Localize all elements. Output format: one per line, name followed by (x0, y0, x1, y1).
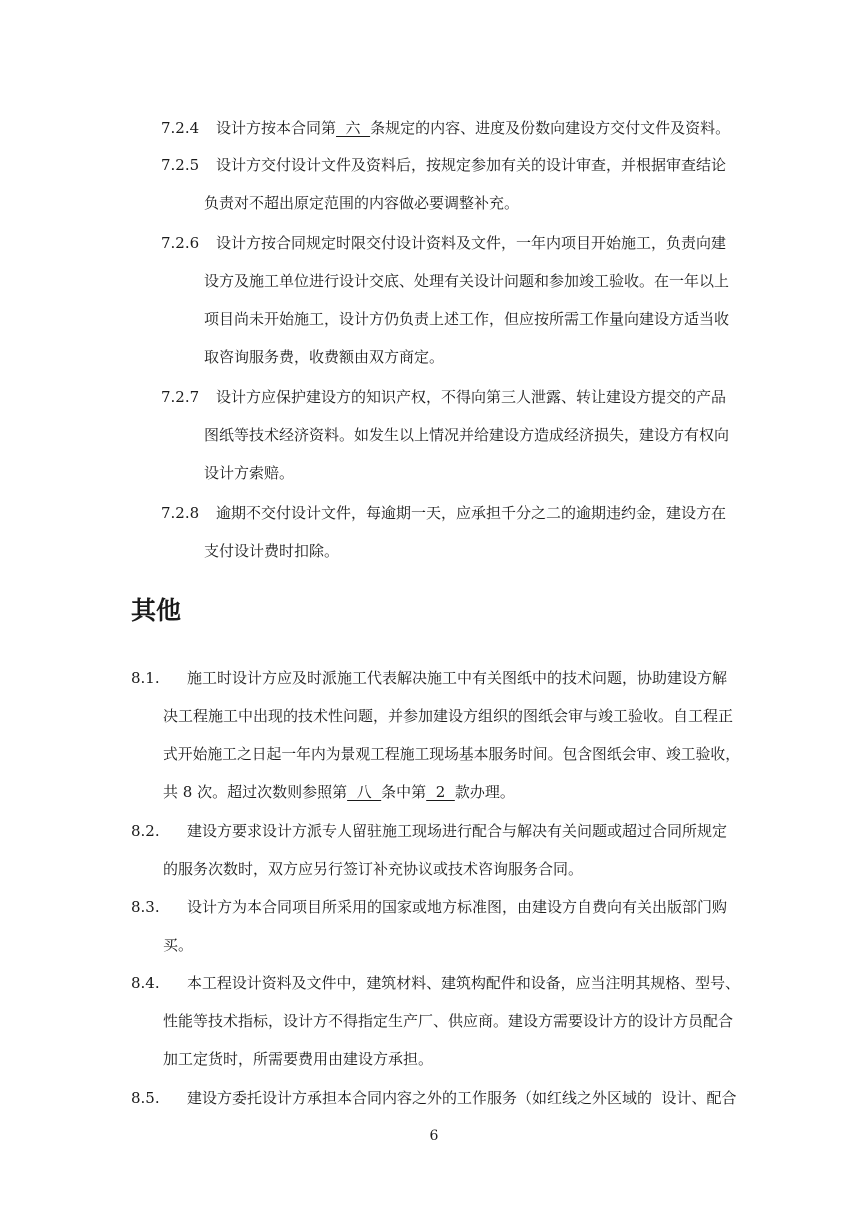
section-heading: 其他 (131, 596, 182, 625)
page-number: 6 (429, 1128, 439, 1144)
clause-line: 施工时设计方应及时派施工代表解决施工中有关图纸中的技术问题，协助建设方解 (187, 669, 728, 687)
clause-line: 的服务次数时，双方应另行签订补充协议或技术咨询服务合同。 (163, 860, 584, 878)
text-mid: 条中第 (381, 783, 427, 801)
clause-line (163, 773, 515, 811)
clause-line: 买。 (163, 936, 194, 954)
clause-number: 7.2.4 (161, 119, 200, 137)
clause-number: 7.2.7 (161, 388, 200, 406)
clause-number: 8.1. (131, 669, 160, 687)
clause-number: 8.2. (131, 822, 160, 840)
clause-line: 加工定货时，所需要费用由建设方承担。 (163, 1050, 434, 1068)
clause-line: 设计方应保护建设方的知识产权，不得向第三人泄露、转让建设方提交的产品 (216, 388, 727, 406)
clause-line: 支付设计费时扣除。 (204, 542, 340, 560)
clause-number: 7.2.8 (161, 504, 200, 522)
clause-line: 设计方交付设计文件及资料后，按规定参加有关的设计审查，并根据审查结论 (216, 156, 727, 174)
clause-number: 8.4. (131, 974, 160, 992)
clause-number: 8.3. (131, 898, 160, 916)
text-after: 条规定的内容、进度及份数向建设方交付文件及资料。 (370, 119, 731, 137)
clause-line: 决工程施工中出现的技术性问题，并参加建设方组织的图纸会审与竣工验收。自工程正 (163, 707, 734, 725)
clause-line: 图纸等技术经济资料。如发生以上情况并给建设方造成经济损失，建设方有权向 (204, 426, 730, 444)
clause-number: 7.2.6 (161, 234, 200, 252)
clause-line: 性能等技术指标，设计方不得指定生产厂、供应商。建设方需要设计方的设计方员配合 (163, 1012, 734, 1030)
underlined-value: 八 (347, 783, 382, 801)
clause-line: 设方及施工单位进行设计交底、处理有关设计问题和参加竣工验收。在一年以上 (204, 272, 730, 290)
clause-line: 建设方委托设计方承担本合同内容之外的工作服务（如红线之外区域的 设计、配合 (187, 1089, 737, 1107)
underlined-value: 六 (336, 119, 371, 137)
clause-number: 8.5. (131, 1089, 160, 1107)
clause-line: 项目尚未开始施工，设计方仍负责上述工作，但应按所需工作量向建设方适当收 (204, 310, 730, 328)
clause-line: 取咨询服务费，收费额由双方商定。 (204, 348, 445, 366)
text-before: 共 8 次。超过次数则参照第 (163, 783, 348, 801)
text-after: 款办理。 (454, 783, 515, 801)
clause-number: 7.2.5 (161, 156, 200, 174)
clause-line: 设计方为本合同项目所采用的国家或地方标准图，由建设方自费向有关出版部门购 (187, 898, 728, 916)
clause-line: 本工程设计资料及文件中，建筑材料、建筑构配件和设备，应当注明其规格、型号、 (187, 974, 741, 992)
clause-line: 式开始施工之日起一年内为景观工程施工现场基本服务时间。包含图纸会审、竣工验收， (163, 745, 741, 763)
clause-line: 逾期不交付设计文件，每逾期一天，应承担千分之二的逾期违约金，建设方在 (216, 504, 727, 522)
underlined-value: 2 (426, 783, 455, 801)
clause-line (216, 109, 730, 147)
text-before: 设计方按本合同第 (216, 119, 337, 137)
clause-line: 建设方要求设计方派专人留驻施工现场进行配合与解决有关问题或超过合同所规定 (187, 822, 728, 840)
clause-line: 负责对不超出原定范围的内容做必要调整补充。 (204, 194, 520, 212)
clause-line: 设计方按合同规定时限交付设计资料及文件，一年内项目开始施工，负责向建 (216, 234, 727, 252)
clause-line: 设计方索赔。 (204, 464, 295, 482)
